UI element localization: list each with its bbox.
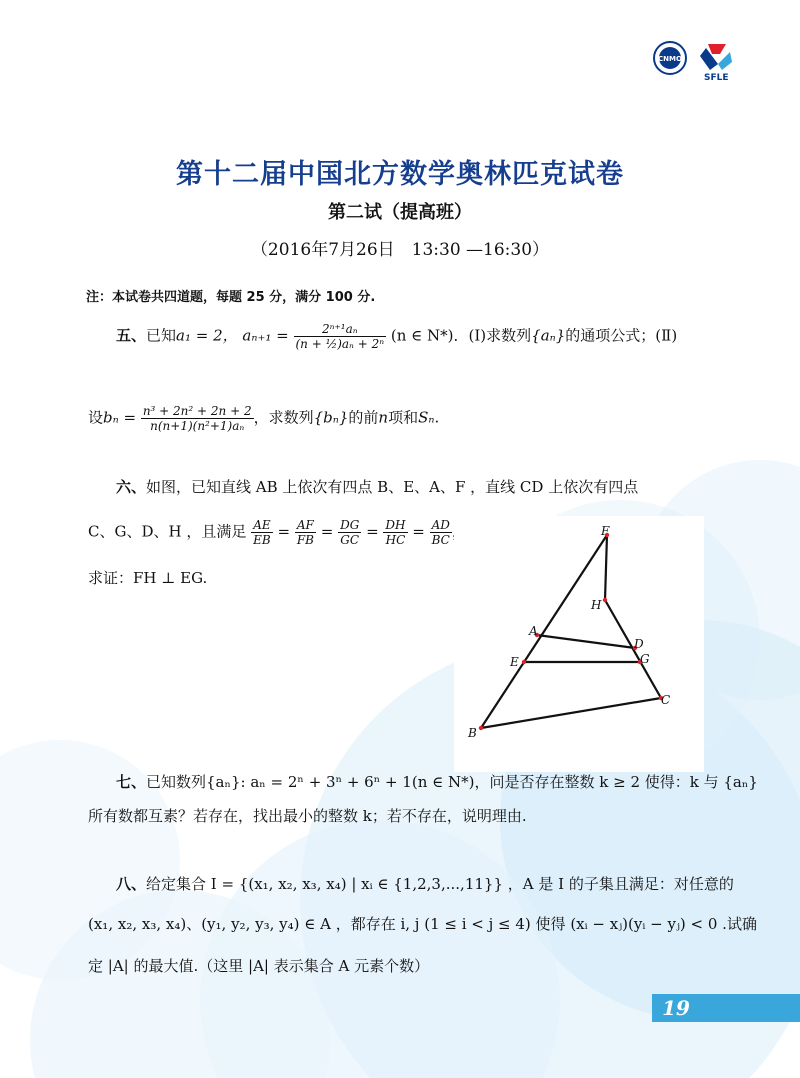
question-5-line-2: 设bₙ = $\frac{\text{n³ + 2n² + 2n + 2}}{\text{n(n+1)(n²+1)aₙ}}$ ，求数列{bₙ}的前n项和Sₙ. xyxy=(88,404,440,433)
bn-fraction: $\frac{\text{n³ + 2n² + 2n + 2}}{\text{n(n+1)(n²+1)aₙ}}$ xyxy=(142,404,252,433)
question-6-label: 六、 xyxy=(116,478,147,496)
point-b xyxy=(479,726,483,730)
question-6-line-3: 求证：FH ⊥ EG. xyxy=(88,569,208,587)
label-d: D xyxy=(634,637,644,651)
page-number-bar xyxy=(652,994,800,1022)
exam-date: （2016年7月26日 13:30 —16:30） xyxy=(250,240,550,260)
question-6-line-2: C、G、D、H ，且满足 $\frac{AE}{EB}$ = $\frac{AF}{FB}$ = $\frac{DG}{GC}$ = $\frac{DH}{HC}$ = $\frac{AD}{BC}$ ， xyxy=(88,518,467,547)
ratio-af-fb: $\frac{AF}{FB}$ xyxy=(296,518,314,547)
figure-points xyxy=(479,533,663,730)
header-logo xyxy=(648,40,753,82)
figure-lines xyxy=(481,535,661,728)
label-h: H xyxy=(591,598,602,612)
exam-subtitle: 第二试（提高班） xyxy=(328,202,472,223)
logo-right-text: SFLE xyxy=(704,73,729,82)
label-g: G xyxy=(640,652,650,666)
question-8-line-2: (x₁, x₂, x₃, x₄)、(y₁, y₂, y₃, y₄) ∈ A ，都存在 i, j (1 ≤ i < j ≤ 4) 使得 (xᵢ − xⱼ)(yᵢ − yⱼ) < 0 .试确 xyxy=(88,915,757,933)
question-8-line-3: 定 |A| 的最大值.（这里 |A| 表示集合 A 元素个数） xyxy=(88,957,430,975)
question-5-label: 五、 xyxy=(116,326,147,345)
question-8-label: 八、 xyxy=(116,875,147,893)
recurrence-fraction: $\frac{\text{2ⁿ⁺¹aₙ}}{\text{(n + ½)aₙ + 2ⁿ}}$ xyxy=(295,322,385,351)
question-7-label: 七、 xyxy=(116,773,147,791)
point-e xyxy=(522,660,526,664)
question-5-line-1: 五、已知a₁ = 2， aₙ₊₁ = $\frac{\text{2ⁿ⁺¹aₙ}}{\text{(n + ½)aₙ + 2ⁿ}}$ (n ∈ N*)．(Ⅰ)求数列{aₙ}的通项公式；(Ⅱ) xyxy=(116,322,678,351)
ratio-ad-bc: $\frac{AD}{BC}$ xyxy=(431,518,450,547)
label-c: C xyxy=(661,693,671,707)
label-b: B xyxy=(468,726,477,740)
question-7-line-1: 七、已知数列{aₙ}: aₙ = 2ⁿ + 3ⁿ + 6ⁿ + 1(n ∈ N*)，问是否存在整数 k ≥ 2 使得：k 与 {aₙ} xyxy=(116,773,758,791)
label-a: A xyxy=(529,624,538,638)
exam-title: 第十二届中国北方数学奥林匹克试卷 xyxy=(176,159,624,190)
ratio-dh-hc: $\frac{DH}{HC}$ xyxy=(385,518,406,547)
exam-note: 注：本试卷共四道题，每题 25 分，满分 100 分. xyxy=(86,290,376,305)
geometry-figure xyxy=(454,516,704,772)
ratio-dg-gc: $\frac{DG}{GC}$ xyxy=(340,518,360,547)
question-7-line-2: 所有数都互素？若存在，找出最小的整数 k；若不存在，说明理由. xyxy=(88,807,527,825)
label-f: F xyxy=(601,524,610,538)
ratio-ae-eb: $\frac{AE}{EB}$ xyxy=(253,518,271,547)
question-6-line-1: 六、如图，已知直线 AB 上依次有四点 B、E、A、F ，直线 CD 上依次有四点 xyxy=(116,478,639,496)
question-8-line-1: 八、给定集合 I = {(x₁, x₂, x₃, x₄) | xᵢ ∈ {1,2,3,...,11}} ，A 是 I 的子集且满足：对任意的 xyxy=(116,875,734,893)
label-e: E xyxy=(510,655,519,669)
logo-left-text: CNMO xyxy=(658,55,682,63)
page-number: 19 xyxy=(662,996,690,1020)
point-h xyxy=(603,598,607,602)
